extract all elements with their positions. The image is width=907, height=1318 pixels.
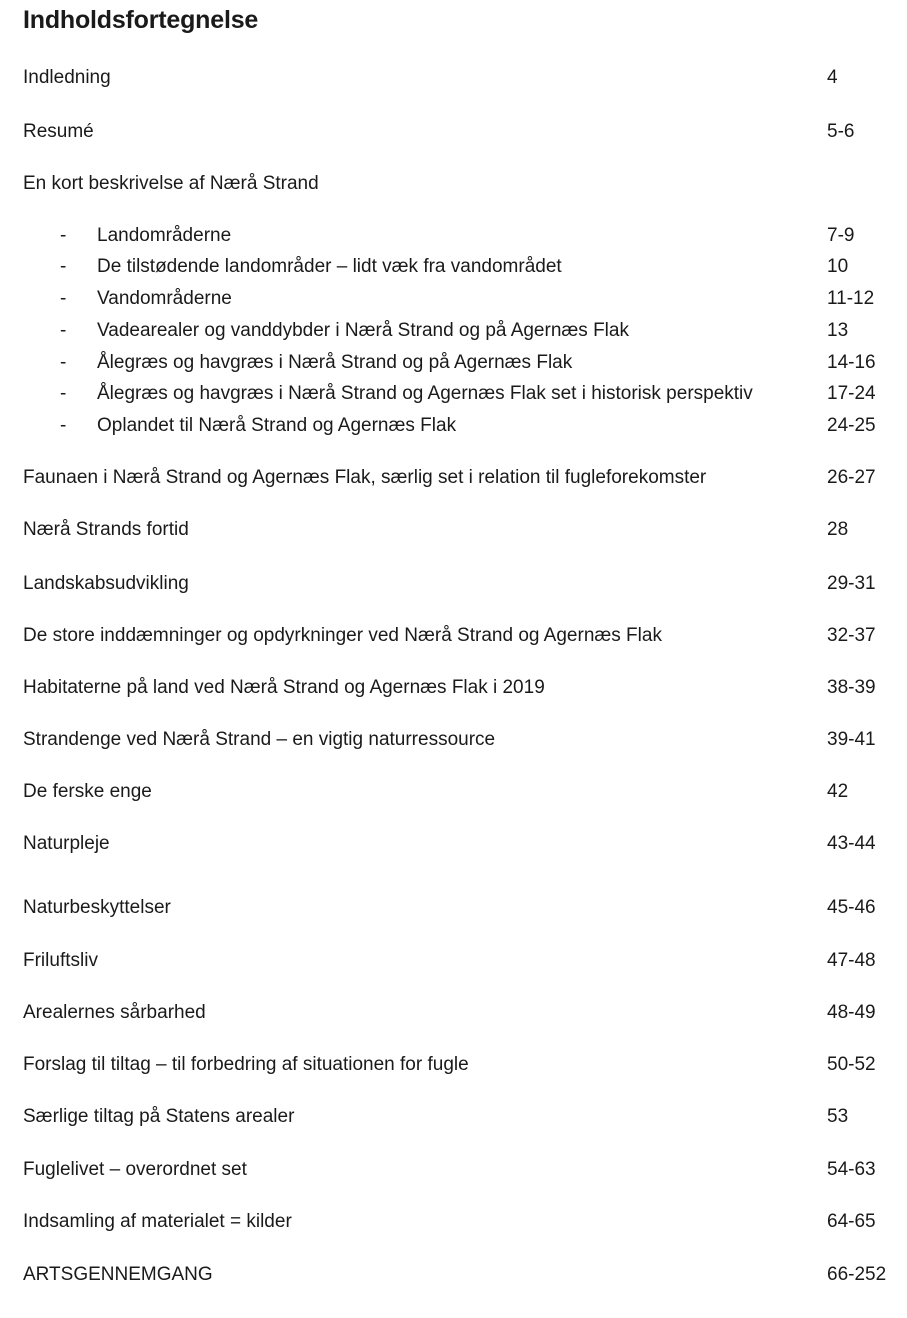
toc-entry bbox=[0, 893, 907, 923]
toc-entry-title: Vandområderne bbox=[97, 288, 232, 309]
toc-entry bbox=[0, 777, 907, 807]
toc-entry bbox=[0, 621, 907, 651]
toc-page-number: 38-39 bbox=[827, 677, 876, 698]
toc-page-number: 11-12 bbox=[827, 288, 875, 309]
toc-entry bbox=[0, 673, 907, 703]
toc-entry bbox=[0, 946, 907, 976]
toc-page-number: 32-37 bbox=[827, 625, 876, 646]
toc-entry-title: Habitaterne på land ved Nærå Strand og Agernæs Flak i 2019 bbox=[23, 677, 545, 698]
toc-page-number: 47-48 bbox=[827, 950, 876, 971]
toc-page-number: 10 bbox=[827, 256, 849, 277]
toc-page-number: 50-52 bbox=[827, 1054, 876, 1075]
toc-page-number: 42 bbox=[827, 781, 849, 802]
toc-entry bbox=[0, 463, 907, 493]
toc-page-number: 29-31 bbox=[827, 573, 876, 594]
toc-entry-title: Ålegræs og havgræs i Nærå Strand og på Agernæs Flak bbox=[97, 352, 573, 373]
toc-bullet: - bbox=[60, 288, 67, 309]
toc-subentry bbox=[0, 316, 907, 346]
toc-entry-title: De ferske enge bbox=[23, 781, 152, 802]
toc-entry-title: Resumé bbox=[23, 121, 94, 142]
toc-entry-title: Strandenge ved Nærå Strand – en vigtig naturressource bbox=[23, 729, 496, 750]
toc-entry-title: De store inddæmninger og opdyrkninger ved Nærå Strand og Agernæs Flak bbox=[23, 625, 662, 646]
toc-entry-title: Landskabsudvikling bbox=[23, 573, 189, 594]
toc-entry-title: Særlige tiltag på Statens arealer bbox=[23, 1106, 295, 1127]
toc-page-number: 14-16 bbox=[827, 352, 876, 373]
toc-entry bbox=[0, 1050, 907, 1080]
toc-entry-title: Nærå Strands fortid bbox=[23, 519, 189, 540]
toc-page-number: 39-41 bbox=[827, 729, 876, 750]
toc-entry-title: Fuglelivet – overordnet set bbox=[23, 1159, 247, 1180]
toc-entry bbox=[0, 998, 907, 1028]
toc-page-number: 28 bbox=[827, 519, 849, 540]
toc-page-number: 45-46 bbox=[827, 897, 876, 918]
toc-subentry bbox=[0, 379, 907, 409]
toc-subentry bbox=[0, 284, 907, 314]
toc-page-number: 5-6 bbox=[827, 121, 855, 142]
toc-subentry bbox=[0, 221, 907, 251]
toc-title: Indholdsfortegnelse bbox=[23, 6, 259, 34]
toc-bullet: - bbox=[60, 320, 67, 341]
toc-entry bbox=[0, 63, 907, 93]
toc-entry-title: Indsamling af materialet = kilder bbox=[23, 1211, 292, 1232]
toc-page-number: 7-9 bbox=[827, 225, 855, 246]
toc-subentry bbox=[0, 348, 907, 378]
toc-page-number: 43-44 bbox=[827, 833, 876, 854]
toc-bullet: - bbox=[60, 352, 67, 373]
toc-entry bbox=[0, 725, 907, 755]
toc-entry bbox=[0, 829, 907, 859]
toc-page-number: 66-252 bbox=[827, 1264, 887, 1285]
toc-entry-title: Faunaen i Nærå Strand og Agernæs Flak, særlig set i relation til fugleforekomster bbox=[23, 467, 707, 488]
toc-entry bbox=[0, 1155, 907, 1185]
toc-page-number: 17-24 bbox=[827, 383, 876, 404]
toc-page-number: 4 bbox=[827, 67, 838, 88]
toc-page-number: 48-49 bbox=[827, 1002, 876, 1023]
toc-entry bbox=[0, 569, 907, 599]
toc-entry-title: Naturbeskyttelser bbox=[23, 897, 171, 918]
toc-entry-title: ARTSGENNEMGANG bbox=[23, 1264, 213, 1285]
toc-entry-title: Ålegræs og havgræs i Nærå Strand og Agernæs Flak set i historisk perspektiv bbox=[97, 383, 753, 404]
toc-entry-title: Friluftsliv bbox=[23, 950, 98, 971]
toc-entry-title: En kort beskrivelse af Nærå Strand bbox=[23, 173, 319, 194]
toc-entry-title: Arealernes sårbarhed bbox=[23, 1002, 206, 1023]
toc-entry-title: De tilstødende landområder – lidt væk fra vandområdet bbox=[97, 256, 562, 277]
toc-entry-title: Landområderne bbox=[97, 225, 232, 246]
toc-page-number: 13 bbox=[827, 320, 849, 341]
toc-entry bbox=[0, 117, 907, 147]
toc-entry-title: Oplandet til Nærå Strand og Agernæs Flak bbox=[97, 415, 457, 436]
toc-bullet: - bbox=[60, 225, 67, 246]
toc-bullet: - bbox=[60, 415, 67, 436]
toc-entry-title: Forslag til tiltag – til forbedring af situationen for fugle bbox=[23, 1054, 469, 1075]
toc-bullet: - bbox=[60, 256, 67, 277]
toc-entry bbox=[0, 1260, 907, 1290]
toc-entry-title: Naturpleje bbox=[23, 833, 110, 854]
toc-entry bbox=[0, 169, 907, 199]
toc-entry bbox=[0, 1102, 907, 1132]
toc-subentry bbox=[0, 252, 907, 282]
toc-page-number: 54-63 bbox=[827, 1159, 876, 1180]
toc-bullet: - bbox=[60, 383, 67, 404]
toc-page-number: 26-27 bbox=[827, 467, 876, 488]
toc-page-number: 64-65 bbox=[827, 1211, 876, 1232]
toc-page-number: 24-25 bbox=[827, 415, 876, 436]
toc-entry-title: Vadearealer og vanddybder i Nærå Strand og på Agernæs Flak bbox=[97, 320, 629, 341]
toc-subentry bbox=[0, 411, 907, 441]
toc-entry-title: Indledning bbox=[23, 67, 111, 88]
toc-entry bbox=[0, 515, 907, 545]
toc-page-number: 53 bbox=[827, 1106, 849, 1127]
toc-entry bbox=[0, 1207, 907, 1237]
